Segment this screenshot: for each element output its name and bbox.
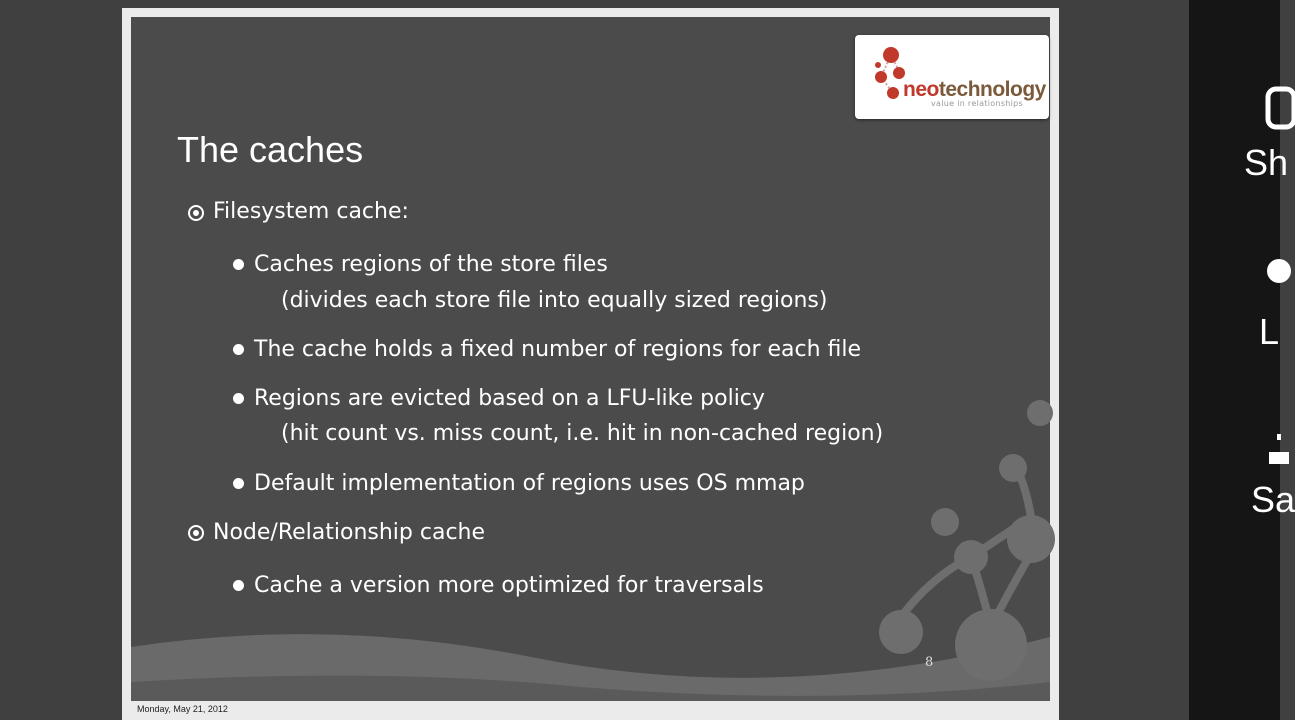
logo-neo-text: neo bbox=[903, 78, 939, 101]
slide-title: The caches bbox=[177, 129, 364, 170]
bullet-dot-icon bbox=[233, 259, 244, 270]
share-icon bbox=[1265, 86, 1295, 130]
bullet-text: Regions are evicted based on a LFU-like policy bbox=[254, 386, 765, 411]
radio-bullet-icon bbox=[188, 205, 204, 221]
slide bbox=[131, 17, 1050, 701]
section-heading: Filesystem cache: bbox=[213, 199, 409, 224]
bullet-text: Caches regions of the store files bbox=[254, 252, 608, 277]
save-icon bbox=[1269, 432, 1289, 468]
bullet-subtext: (hit count vs. miss count, i.e. hit in non-cached region) bbox=[281, 421, 884, 446]
share-label: Sh bbox=[1244, 142, 1289, 183]
logo-technology-text: technology bbox=[938, 78, 1046, 101]
bullet-text: Cache a version more optimized for traversals bbox=[254, 573, 764, 598]
section-heading: Node/Relationship cache bbox=[213, 520, 486, 545]
bullet-dot-icon bbox=[233, 478, 244, 489]
logo-wordmark bbox=[903, 79, 1046, 100]
like-label: L bbox=[1259, 311, 1280, 352]
radio-bullet-icon bbox=[188, 525, 204, 541]
page-number: 8 bbox=[925, 655, 934, 670]
bullet-dot-icon bbox=[233, 580, 244, 591]
like-icon bbox=[1266, 256, 1286, 286]
date-footer: Monday, May 21, 2012 bbox=[137, 704, 228, 714]
bullet-text: Default implementation of regions uses OS mmap bbox=[254, 471, 805, 496]
bullet-text: The cache holds a fixed number of regions for each file bbox=[254, 337, 862, 362]
bullet-dot-icon bbox=[233, 393, 244, 404]
bullet-subtext: (divides each store file into equally sized regions) bbox=[281, 288, 828, 313]
logo-tagline: value in relationships bbox=[931, 99, 1024, 108]
save-label: Sa bbox=[1251, 479, 1295, 520]
bullet-dot-icon bbox=[233, 344, 244, 355]
side-action-panel bbox=[1189, 0, 1295, 720]
neo-technology-logo bbox=[855, 35, 1049, 119]
